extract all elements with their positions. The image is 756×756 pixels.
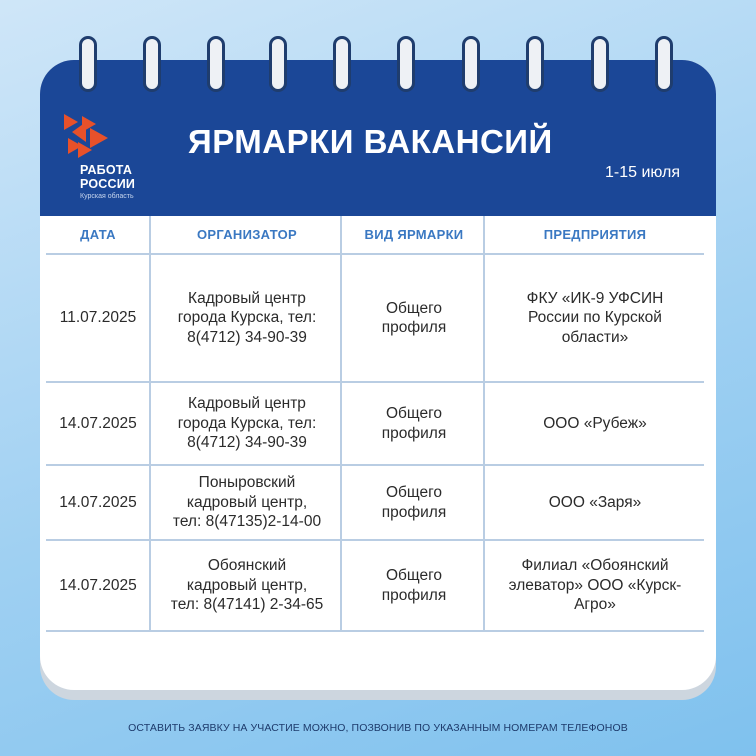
table-row (46, 383, 704, 464)
cell-date: 11.07.2025 (59, 309, 137, 327)
cell-enterprise: ФКУ «ИК-9 УФСИН России по Курской области» (526, 289, 664, 346)
calendar-ring-icon (79, 36, 97, 92)
footer-note: ОСТАВИТЬ ЗАЯВКУ НА УЧАСТИЕ МОЖНО, ПОЗВОНИВ ПО УКАЗАННЫМ НОМЕРАМ ТЕЛЕФОНОВ (128, 722, 628, 734)
calendar-ring-icon (526, 36, 544, 92)
cell-enterprise: Филиал «Обоянский элеватор» ООО «Курск- Агро» (508, 557, 682, 614)
cell-date: 14.07.2025 (59, 576, 137, 594)
column-header-organizer: ОРГАНИЗАТОР (196, 227, 298, 242)
calendar-ring-icon (462, 36, 480, 92)
cell-enterprise: ООО «Заря» (548, 493, 642, 511)
cell-fair-type: Общего профиля (381, 484, 447, 521)
cell-fair-type: Общего профиля (381, 567, 447, 604)
table-header (46, 216, 704, 254)
calendar-ring-icon (207, 36, 225, 92)
brand-name (80, 163, 135, 191)
rabota-rossii-logo-icon (64, 110, 140, 206)
column-header-date: ДАТА (80, 227, 116, 242)
brand-name-line1: РАБОТА (80, 163, 133, 177)
table-row (46, 255, 704, 381)
cell-date: 14.07.2025 (59, 493, 137, 511)
cell-organizer: Кадровый центр города Курска, тел: 8(4712) 34-90-39 (177, 395, 317, 452)
page-title: ЯРМАРКИ ВАКАНСИЙ (188, 123, 553, 160)
cell-date: 14.07.2025 (59, 414, 137, 432)
calendar-ring-icon (333, 36, 351, 92)
date-range: 1-15 июля (605, 164, 681, 181)
calendar-ring-icon (397, 36, 415, 92)
calendar-ring-icon (591, 36, 609, 92)
cell-organizer: Обоянский кадровый центр, тел: 8(47141) 2-34-65 (170, 557, 324, 614)
row-divider (46, 630, 704, 632)
cell-organizer: Кадровый центр города Курска, тел: 8(4712) 34-90-39 (177, 289, 317, 346)
calendar-ring-icon (143, 36, 161, 92)
calendar-ring-icon (655, 36, 673, 92)
cell-organizer: Поныровский кадровый центр, тел: 8(47135)2-14-00 (172, 474, 322, 531)
brand-name-line2: РОССИИ (80, 177, 136, 191)
cell-enterprise: ООО «Рубеж» (543, 414, 647, 432)
column-header-fair-type: ВИД ЯРМАРКИ (364, 227, 464, 242)
table-row (46, 541, 704, 630)
calendar-ring-icon (269, 36, 287, 92)
cell-fair-type: Общего профиля (381, 299, 447, 336)
table-row (46, 466, 704, 539)
brand-region: Курская область (80, 193, 134, 200)
column-header-enterprises: ПРЕДПРИЯТИЯ (543, 227, 647, 242)
cell-fair-type: Общего профиля (381, 405, 447, 442)
